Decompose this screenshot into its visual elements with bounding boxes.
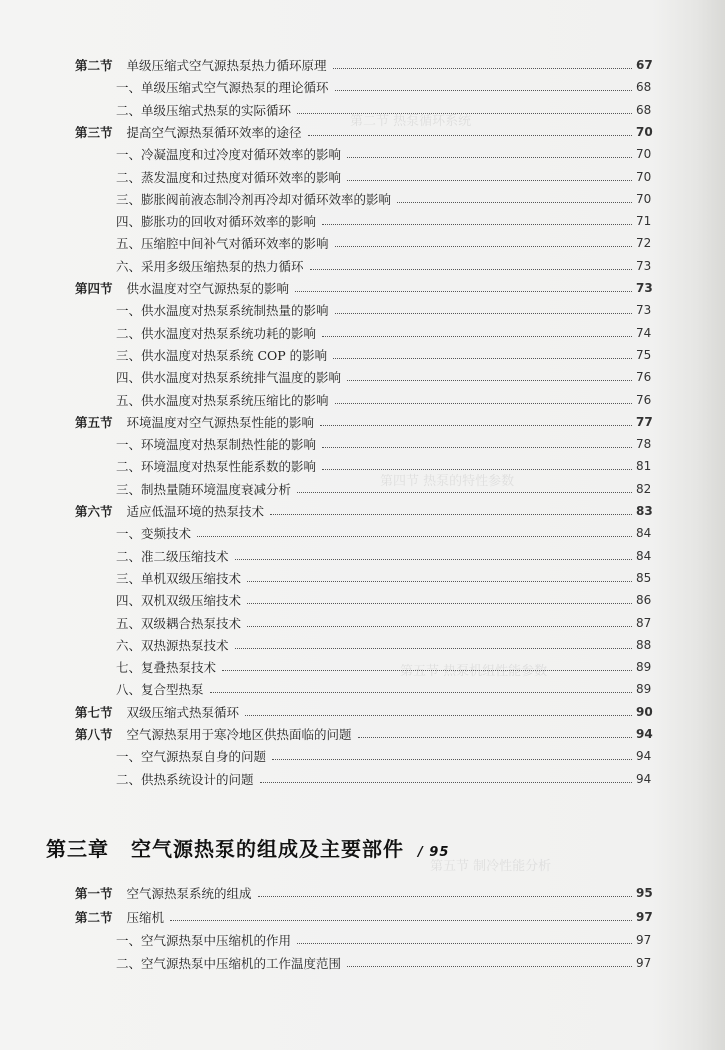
- toc-entry-title: 提高空气源热泵循环效率的途径: [126, 125, 302, 140]
- toc-item-row: [116, 75, 660, 95]
- toc-entry-label: [116, 660, 216, 675]
- toc-entry-label: [116, 214, 316, 229]
- dot-leader: [295, 290, 632, 292]
- chapter-page: / 95: [418, 845, 450, 860]
- page-number: 94: [636, 727, 653, 741]
- toc-item-row: [116, 209, 660, 229]
- dot-leader: [322, 335, 632, 337]
- toc-entry-label: [116, 772, 254, 787]
- page-number: 94: [636, 749, 652, 763]
- toc-entry-label: [116, 259, 304, 274]
- toc-item-row: [116, 432, 660, 452]
- dot-leader: [322, 223, 632, 225]
- page-number: 81: [636, 459, 652, 473]
- toc-entry-label: [116, 326, 316, 341]
- toc-entry-title: 二、供热系统设计的问题: [116, 772, 254, 787]
- toc-item-row: [116, 187, 660, 207]
- toc-item-row: [116, 544, 660, 564]
- dot-leader: [235, 558, 632, 560]
- toc-entry-title: 一、变频技术: [116, 526, 192, 541]
- toc-item-row: [116, 566, 660, 586]
- toc-entry-title: 三、膨胀阀前液态制冷剂再冷却对循环效率的影响: [116, 192, 392, 207]
- page-number: 87: [636, 616, 652, 630]
- toc-entry-label: [116, 303, 329, 318]
- toc-entry-title: 一、冷凝温度和过冷度对循环效率的影响: [116, 147, 342, 162]
- dot-leader: [258, 895, 632, 897]
- toc-entry-label: [116, 236, 329, 251]
- toc-entry-label: [75, 886, 252, 901]
- bleed-through-text: 第二节 热泵循环系统: [350, 114, 472, 129]
- page-number: 77: [636, 415, 653, 429]
- page-number: 68: [636, 80, 652, 94]
- toc-entry-title: 一、供水温度对热泵系统制热量的影响: [116, 303, 329, 318]
- toc-entry-label: [116, 459, 316, 474]
- dot-leader: [333, 67, 632, 69]
- bleed-through-text: 第五节 制冷性能分析: [430, 859, 552, 874]
- toc-entry-title: 五、双级耦合热泵技术: [116, 616, 242, 631]
- toc-entry-title: 五、压缩腔中间补气对循环效率的影响: [116, 236, 329, 251]
- page-number: 70: [636, 170, 652, 184]
- dot-leader: [247, 625, 632, 627]
- toc-entry-title: 三、单机双级压缩技术: [116, 571, 242, 586]
- bleed-through-text: 第四节 热泵的特性参数: [380, 474, 515, 489]
- page-number: 95: [636, 886, 653, 900]
- chapter-title: 空气源热泵的组成及主要部件: [131, 837, 404, 861]
- dot-leader: [245, 714, 632, 716]
- dot-leader: [170, 919, 632, 921]
- toc-entry-label: [75, 705, 239, 720]
- page-number: 85: [636, 571, 652, 585]
- section-number: 第二节: [75, 58, 113, 73]
- toc-section-row: [75, 905, 660, 925]
- dot-leader: [297, 491, 632, 493]
- toc-entry-label: [75, 415, 314, 430]
- toc-entry-label: [116, 571, 241, 586]
- section-number: 第六节: [75, 504, 113, 519]
- dot-leader: [297, 112, 632, 114]
- page-number: 70: [636, 125, 653, 139]
- toc-entry-label: [75, 504, 264, 519]
- dot-leader: [270, 513, 632, 515]
- toc-item-row: [116, 165, 660, 185]
- page-number: 90: [636, 705, 653, 719]
- toc-entry-label: [75, 125, 302, 140]
- page-number: 73: [636, 281, 653, 295]
- toc-item-row: [116, 951, 660, 971]
- page-number: 70: [636, 192, 652, 206]
- page-number: 67: [636, 58, 653, 72]
- page-number: 68: [636, 103, 652, 117]
- toc-item-row: [116, 321, 660, 341]
- toc-entry-title: 适应低温环境的热泵技术: [126, 504, 265, 519]
- section-number: 第三节: [75, 125, 113, 140]
- dot-leader: [335, 245, 632, 247]
- page-number: 82: [636, 482, 652, 496]
- section-number: 第一节: [75, 886, 113, 901]
- page-number: 84: [636, 526, 652, 540]
- toc-entry-label: [116, 749, 266, 764]
- toc-entry-label: [116, 170, 341, 185]
- section-number: 第五节: [75, 415, 113, 430]
- toc-item-row: [116, 767, 660, 787]
- toc-entry-label: [116, 593, 241, 608]
- toc-entry-title: 一、空气源热泵自身的问题: [116, 749, 267, 764]
- dot-leader: [358, 736, 632, 738]
- toc-item-row: [116, 231, 660, 251]
- toc-entry-label: [116, 616, 241, 631]
- dot-leader: [260, 781, 632, 783]
- toc-entry-label: [116, 103, 291, 118]
- toc-entry-label: [75, 727, 352, 742]
- dot-leader: [235, 647, 632, 649]
- toc-item-row: [116, 454, 660, 474]
- section-number: 第七节: [75, 705, 113, 720]
- dot-leader: [335, 89, 632, 91]
- toc-entry-label: [75, 281, 289, 296]
- page-number: 76: [636, 370, 652, 384]
- page-number: 89: [636, 682, 652, 696]
- toc-item-row: [116, 298, 660, 318]
- toc-item-row: [116, 365, 660, 385]
- page-number: 73: [636, 303, 652, 317]
- section-number: 第八节: [75, 727, 113, 742]
- toc-entry-title: 二、蒸发温度和过热度对循环效率的影响: [116, 170, 342, 185]
- dot-leader: [335, 402, 632, 404]
- dot-leader: [247, 580, 632, 582]
- page-number: 94: [636, 772, 652, 786]
- page-number: 84: [636, 549, 652, 563]
- page-number: 74: [636, 326, 652, 340]
- toc-section-row: [75, 53, 660, 73]
- dot-leader: [297, 942, 632, 944]
- page-number: 76: [636, 393, 652, 407]
- toc-entry-title: 二、供水温度对热泵系统功耗的影响: [116, 326, 317, 341]
- dot-leader: [320, 424, 632, 426]
- chapter-number: 第三章: [46, 837, 109, 861]
- toc-item-row: [116, 521, 660, 541]
- toc-item-row: [116, 254, 660, 274]
- chapter-heading: [46, 833, 449, 862]
- toc-entry-title: 空气源热泵系统的组成: [126, 886, 252, 901]
- toc-entry-label: [116, 682, 204, 697]
- toc-entry-label: [116, 482, 291, 497]
- toc-section-row: [75, 700, 660, 720]
- toc-entry-title: 双级压缩式热泵循环: [126, 705, 240, 720]
- dot-leader: [272, 758, 632, 760]
- toc-entry-label: [116, 192, 391, 207]
- page-number: 97: [636, 910, 653, 924]
- page-number: 89: [636, 660, 652, 674]
- page-number: 86: [636, 593, 652, 607]
- toc-entry-label: [116, 348, 327, 363]
- dot-leader: [210, 691, 632, 693]
- toc-item-row: [116, 477, 660, 497]
- section-number: 第二节: [75, 910, 113, 925]
- toc-entry-title: 四、膨胀功的回收对循环效率的影响: [116, 214, 317, 229]
- toc-entry-title: 二、空气源热泵中压缩机的工作温度范围: [116, 956, 342, 971]
- toc-section-row: [75, 499, 660, 519]
- toc-entry-title: 八、复合型热泵: [116, 682, 204, 697]
- toc-entry-title: 供水温度对空气源热泵的影响: [126, 281, 290, 296]
- toc-item-row: [116, 611, 660, 631]
- toc-item-row: [116, 142, 660, 162]
- dot-leader: [347, 179, 632, 181]
- toc-entry-title: 二、单级压缩式热泵的实际循环: [116, 103, 292, 118]
- toc-section-row: [75, 722, 660, 742]
- toc-entry-title: 六、双热源热泵技术: [116, 638, 229, 653]
- toc-section-row: [75, 276, 660, 296]
- toc-section-row: [75, 120, 660, 140]
- toc-entry-title: 六、采用多级压缩热泵的热力循环: [116, 259, 304, 274]
- toc-item-row: [116, 928, 660, 948]
- toc-entry-title: 压缩机: [126, 910, 165, 925]
- toc-entry-title: 单级压缩式空气源热泵热力循环原理: [126, 58, 327, 73]
- toc-item-row: [116, 388, 660, 408]
- page-number: 97: [636, 956, 652, 970]
- toc-entry-title: 一、空气源热泵中压缩机的作用: [116, 933, 292, 948]
- toc-entry-label: [116, 437, 316, 452]
- toc-entry-label: [116, 370, 341, 385]
- toc-entry-title: 四、双机双级压缩技术: [116, 593, 242, 608]
- page-number: 70: [636, 147, 652, 161]
- toc-entry-label: [116, 80, 329, 95]
- dot-leader: [347, 379, 632, 381]
- toc-entry-label: [75, 910, 164, 925]
- toc-entry-label: [116, 933, 291, 948]
- toc-entry-title: 三、制热量随环境温度衰减分析: [116, 482, 292, 497]
- dot-leader: [333, 357, 632, 359]
- section-number: 第四节: [75, 281, 113, 296]
- toc-entry-title: 一、环境温度对热泵制热性能的影响: [116, 437, 317, 452]
- toc-entry-label: [116, 147, 341, 162]
- dot-leader: [397, 201, 632, 203]
- bleed-through-text: 第五节 热泵机组性能参数: [400, 664, 548, 679]
- page-number: 72: [636, 236, 652, 250]
- toc-section-row: [75, 410, 660, 430]
- toc-item-row: [116, 744, 660, 764]
- toc-entry-label: [75, 58, 327, 73]
- toc-entry-title: 七、复叠热泵技术: [116, 660, 217, 675]
- toc-entry-label: [116, 956, 341, 971]
- toc-entry-label: [116, 549, 229, 564]
- toc-entry-title: 二、准二级压缩技术: [116, 549, 229, 564]
- toc-entry-title: 一、单级压缩式空气源热泵的理论循环: [116, 80, 329, 95]
- toc-entry-title: 二、环境温度对热泵性能系数的影响: [116, 459, 317, 474]
- dot-leader: [335, 312, 632, 314]
- dot-leader: [222, 669, 632, 671]
- toc-entry-title: 四、供水温度对热泵系统排气温度的影响: [116, 370, 342, 385]
- toc-entry-title: 三、供水温度对热泵系统 COP 的影响: [116, 348, 328, 363]
- toc-entry-title: 五、供水温度对热泵系统压缩比的影响: [116, 393, 329, 408]
- page-number: 73: [636, 259, 652, 273]
- dot-leader: [322, 446, 632, 448]
- dot-leader: [347, 156, 632, 158]
- dot-leader: [347, 965, 632, 967]
- toc-entry-label: [116, 526, 191, 541]
- page-number: 75: [636, 348, 652, 362]
- dot-leader: [247, 602, 632, 604]
- toc-item-row: [116, 343, 660, 363]
- dot-leader: [310, 268, 632, 270]
- toc-entry-title: 环境温度对空气源热泵性能的影响: [126, 415, 315, 430]
- toc-item-row: [116, 677, 660, 697]
- toc-entry-label: [116, 638, 229, 653]
- toc-section-row: [75, 881, 660, 901]
- dot-leader: [322, 468, 632, 470]
- page-number: 88: [636, 638, 652, 652]
- toc-entry-label: [116, 393, 329, 408]
- page-number: 97: [636, 933, 652, 947]
- toc-item-row: [116, 98, 660, 118]
- page-number: 71: [636, 214, 652, 228]
- toc-item-row: [116, 588, 660, 608]
- toc-entry-title: 空气源热泵用于寒冷地区供热面临的问题: [126, 727, 352, 742]
- toc-item-row: [116, 655, 660, 675]
- dot-leader: [197, 535, 632, 537]
- page-number: 83: [636, 504, 653, 518]
- page-number: 78: [636, 437, 652, 451]
- dot-leader: [308, 134, 632, 136]
- toc-item-row: [116, 633, 660, 653]
